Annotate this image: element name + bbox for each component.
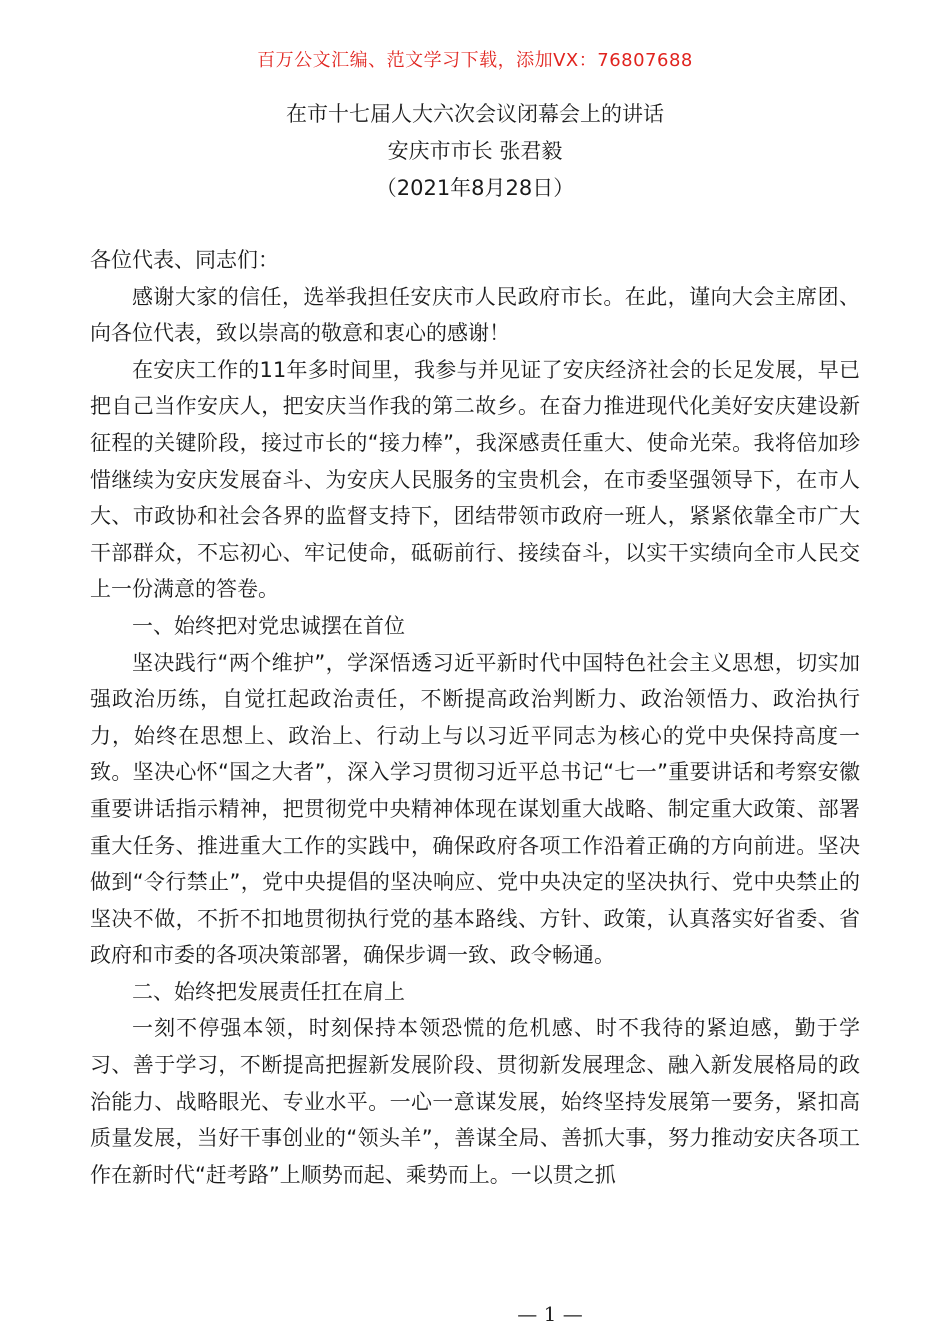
body-text — [90, 242, 860, 1193]
title-block — [0, 96, 950, 207]
speaker-line: 安庆市市长 张君毅 — [387, 139, 563, 163]
section-heading-1: 一、始终把对党忠诚摆在首位 — [132, 613, 405, 638]
watermark-text: 百万公文汇编、范文学习下载，添加VX：76807688 — [257, 50, 693, 71]
paragraph-2: 在安庆工作的11年多时间里，我参与并见证了安庆经济社会的长足发展，早已把自己当作安庆人，把安庆当作我的第二故乡。在奋力推进现代化美好安庆建设新征程的关键阶段，接过市长的“接力棒”，我深感责任重大、使命光荣。我将倍加珍惜继续为安庆发展奋斗、为安庆人民服务的宝贵机会，在市委坚强领导下，在市人大、市政协和社会各界的监督支持下，团结带领市政府一班人，紧紧依靠全市广大干部群众，不忘初心、牢记使命，砥砺前行、接续奋斗，以实干实绩向全市人民交上一份满意的答卷。 — [90, 357, 860, 602]
section-heading-2: 二、始终把发展责任扛在肩上 — [132, 979, 405, 1004]
speech-date: （2021年8月28日） — [375, 176, 575, 200]
paragraph-1: 感谢大家的信任，选举我担任安庆市人民政府市长。在此，谨向大会主席团、向各位代表，致以崇高的敬意和衷心的感谢！ — [90, 284, 860, 346]
page-number: — 1 — — [517, 1302, 583, 1326]
paragraph-4: 一刻不停强本领，时刻保持本领恐慌的危机感、时不我待的紧迫感，勤于学习、善于学习，不断提高把握新发展阶段、贯彻新发展理念、融入新发展格局的政治能力、战略眼光、专业水平。一心一意谋发展，始终坚持发展第一要务，紧扣高质量发展，当好干事创业的“领头羊”，善谋全局、善抓大事，努力推动安庆各项工作在新时代“赶考路”上顺势而起、乘势而上。一以贯之抓 — [90, 1016, 860, 1187]
greeting: 各位代表、同志们： — [90, 248, 279, 272]
paragraph-3: 坚决践行“两个维护”，学深悟透习近平新时代中国特色社会主义思想，切实加强政治历练，自觉扛起政治责任，不断提高政治判断力、政治领悟力、政治执行力，始终在思想上、政治上、行动上与以习近平同志为核心的党中央保持高度一致。坚决心怀“国之大者”，深入学习贯彻习近平总书记“七一”重要讲话和考察安徽重要讲话指示精神，把贯彻党中央精神体现在谋划重大战略、制定重大政策、部署重大任务、推进重大工作的实践中，确保政府各项工作沿着正确的方向前进。坚决做到“令行禁止”，党中央提倡的坚决响应、党中央决定的坚决执行、党中央禁止的坚决不做，不折不扣地贯彻执行党的基本路线、方针、政策，认真落实好省委、省政府和市委的各项决策部署，确保步调一致、政令畅通。 — [90, 650, 860, 968]
speech-title: 在市十七届人大六次会议闭幕会上的讲话 — [286, 102, 664, 126]
